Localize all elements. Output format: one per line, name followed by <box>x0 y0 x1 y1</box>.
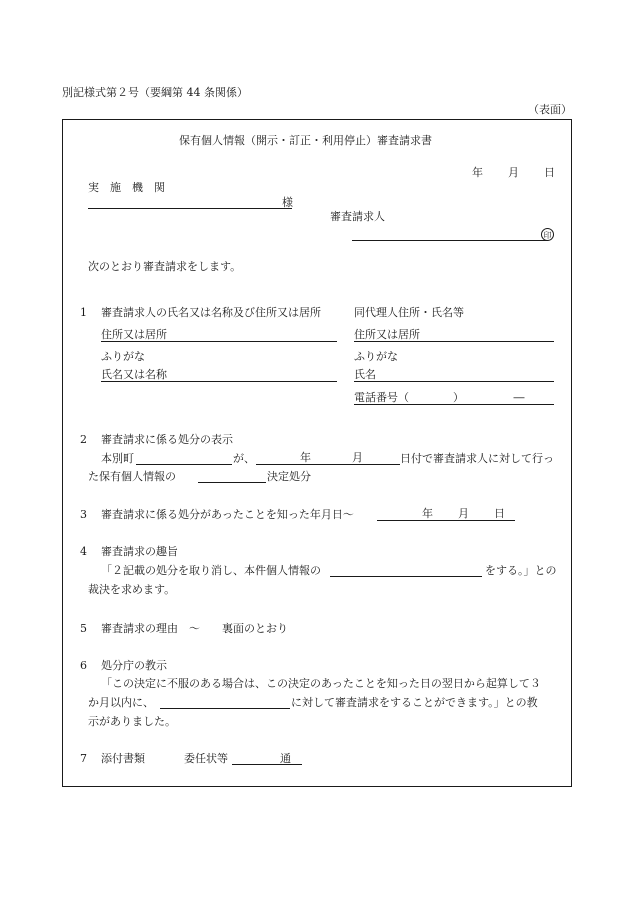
section6-title: 処分庁の教示 <box>101 659 167 672</box>
section2-num: 2 <box>80 433 87 446</box>
authority-line[interactable] <box>160 708 290 709</box>
agent-name-label: 氏名 <box>354 368 376 381</box>
date-month: 月 <box>508 166 519 179</box>
agent-address-line[interactable] <box>354 341 554 342</box>
section2-month: 月 <box>352 451 363 464</box>
name-line[interactable] <box>101 381 337 382</box>
address-line[interactable] <box>101 341 337 342</box>
section7-num: 7 <box>80 752 87 765</box>
section2-line2-b: 決定処分 <box>267 470 311 483</box>
section1-num: 1 <box>80 306 87 319</box>
section2-line1-a: 本別町 <box>101 452 134 465</box>
section4-title: 審査請求の趣旨 <box>101 545 178 558</box>
sama-label: 様 <box>282 196 293 209</box>
section2-title: 審査請求に係る処分の表示 <box>101 433 233 446</box>
agent-name-line[interactable] <box>354 381 554 382</box>
decision-type-line[interactable] <box>198 482 266 483</box>
section4-line2: 裁決を求めます。 <box>88 583 176 596</box>
section1-title: 審査請求人の氏名又は名称及び住所又は居所 <box>101 306 321 319</box>
name-label: 氏名又は名称 <box>101 368 167 381</box>
section3-day: 日 <box>494 507 505 520</box>
address-label: 住所又は居所 <box>101 328 167 341</box>
requester-line[interactable] <box>352 240 548 241</box>
section6-line3: 示がありました。 <box>88 715 176 728</box>
section6-line2-b: に対して審査請求をすることができます。」との教 <box>291 696 538 709</box>
date-year: 年 <box>472 166 483 179</box>
agency-line[interactable] <box>88 208 292 209</box>
seal-mark: 印 <box>541 228 554 241</box>
attachment-count-line[interactable] <box>232 764 302 765</box>
agent-furigana-label: ふりがな <box>354 350 398 363</box>
section3-num: 3 <box>80 508 87 521</box>
intro-text: 次のとおり審査請求をします。 <box>88 260 242 273</box>
phone-line[interactable] <box>354 404 554 405</box>
section2-year: 年 <box>300 451 311 464</box>
section7-item: 委任状等 <box>184 752 228 765</box>
section7-unit: 通 <box>280 752 291 765</box>
form-number: 別記様式第２号（要綱第 44 条関係） <box>62 86 248 99</box>
section3-year: 年 <box>422 507 433 520</box>
section6-num: 6 <box>80 659 87 672</box>
section2-line1-c: 日付で審査請求人に対して行っ <box>400 452 554 465</box>
section5-title: 審査請求の理由 ～ 裏面のとおり <box>101 622 288 635</box>
agency-name-line[interactable] <box>136 464 232 465</box>
section3-month: 月 <box>458 507 469 520</box>
requester-label: 審査請求人 <box>330 210 385 223</box>
section6-line2-a: か月以内に、 <box>88 696 154 709</box>
section7-title: 添付書類 <box>101 752 145 765</box>
section4-line1-a: 「２記載の処分を取り消し、本件個人情報の <box>101 564 321 577</box>
side-label: （表面） <box>528 103 572 116</box>
date-day: 日 <box>544 166 555 179</box>
request-content-line[interactable] <box>330 576 482 577</box>
agent-address-label: 住所又は居所 <box>354 328 420 341</box>
section2-line2-a: た保有個人情報の <box>88 470 176 483</box>
section3-title: 審査請求に係る処分があったことを知った年月日～ <box>101 508 354 521</box>
section4-num: 4 <box>80 545 87 558</box>
section2-line1-b: が、 <box>233 452 255 465</box>
phone-label: 電話番号（ ） ― <box>354 391 525 404</box>
section6-line1: 「この決定に不服のある場合は、この決定のあったことを知った日の翌日から起算して３ <box>101 677 541 690</box>
section4-line1-b: をする。」との <box>485 564 557 577</box>
section1-agent-title: 同代理人住所・氏名等 <box>354 306 464 319</box>
furigana-label: ふりがな <box>101 350 145 363</box>
form-title: 保有個人情報（開示・訂正・利用停止）審査請求書 <box>179 134 432 147</box>
disposal-date-line[interactable] <box>256 464 400 465</box>
agency-label: 実 施 機 関 <box>88 181 165 194</box>
section5-num: 5 <box>80 622 87 635</box>
